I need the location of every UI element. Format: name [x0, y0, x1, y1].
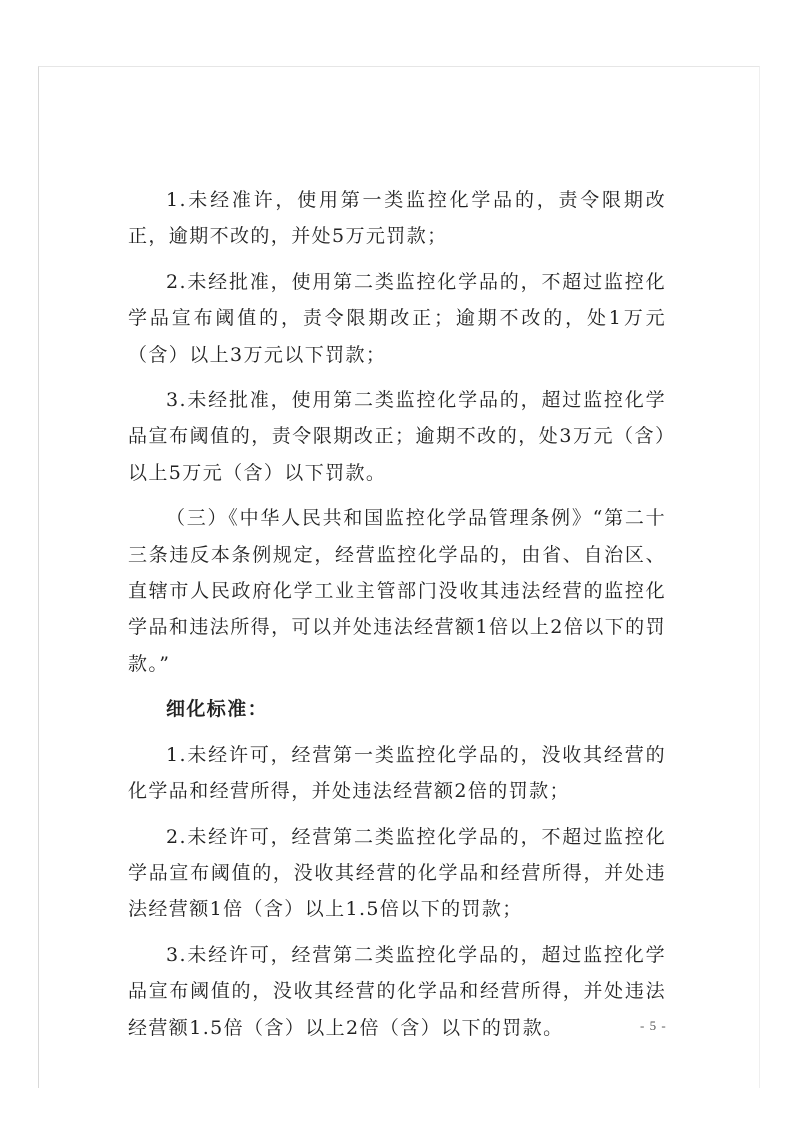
page-number: - 5 - [640, 1018, 667, 1033]
detailed-standards-heading: 细化标准： [166, 698, 269, 721]
paragraph-usage-class1: 1.未经准许，使用第一类监控化学品的，责令限期改正，逾期不改的，并处5万元罚款； [128, 189, 666, 248]
paragraph-operation-class1: 1.未经许可，经营第一类监控化学品的，没收其经营的化学品和经营所得，并处违法经营额2倍的罚款； [128, 743, 666, 803]
paragraph-operation-class2-below-threshold: 2.未经许可，经营第二类监控化学品的，不超过监控化学品宣布阈值的，没收其经营的化学品和经营所得，并处违法经营额1倍（含）以上1.5倍以下的罚款； [128, 825, 666, 921]
document-body [128, 182, 666, 1055]
paragraph-operation-class2-above-threshold: 3.未经许可，经营第二类监控化学品的，超过监控化学品宣布阈值的，没收其经营的化学品和经营所得，并处违法经营额1.5倍（含）以上2倍（含）以下的罚款。 [128, 943, 666, 1039]
paragraph-usage-class2-above-threshold: 3.未经批准，使用第二类监控化学品的，超过监控化学品宣布阈值的，责令限期改正；逾期不改的，处3万元（含）以上5万元（含）以下罚款。 [128, 389, 666, 484]
paragraph-regulation-article-23: （三）《中华人民共和国监控化学品管理条例》“第二十三条违反本条例规定，经营监控化学品的，由省、自治区、直辖市人民政府化学工业主管部门没收其违法经营的监控化学品和违法所得，可以并处违法经营额1倍以上2倍以下的罚款。” [128, 507, 666, 675]
paragraph-usage-class2-below-threshold: 2.未经批准，使用第二类监控化学品的，不超过监控化学品宣布阈值的，责令限期改正；逾期不改的，处1万元（含）以上3万元以下罚款； [128, 270, 666, 366]
